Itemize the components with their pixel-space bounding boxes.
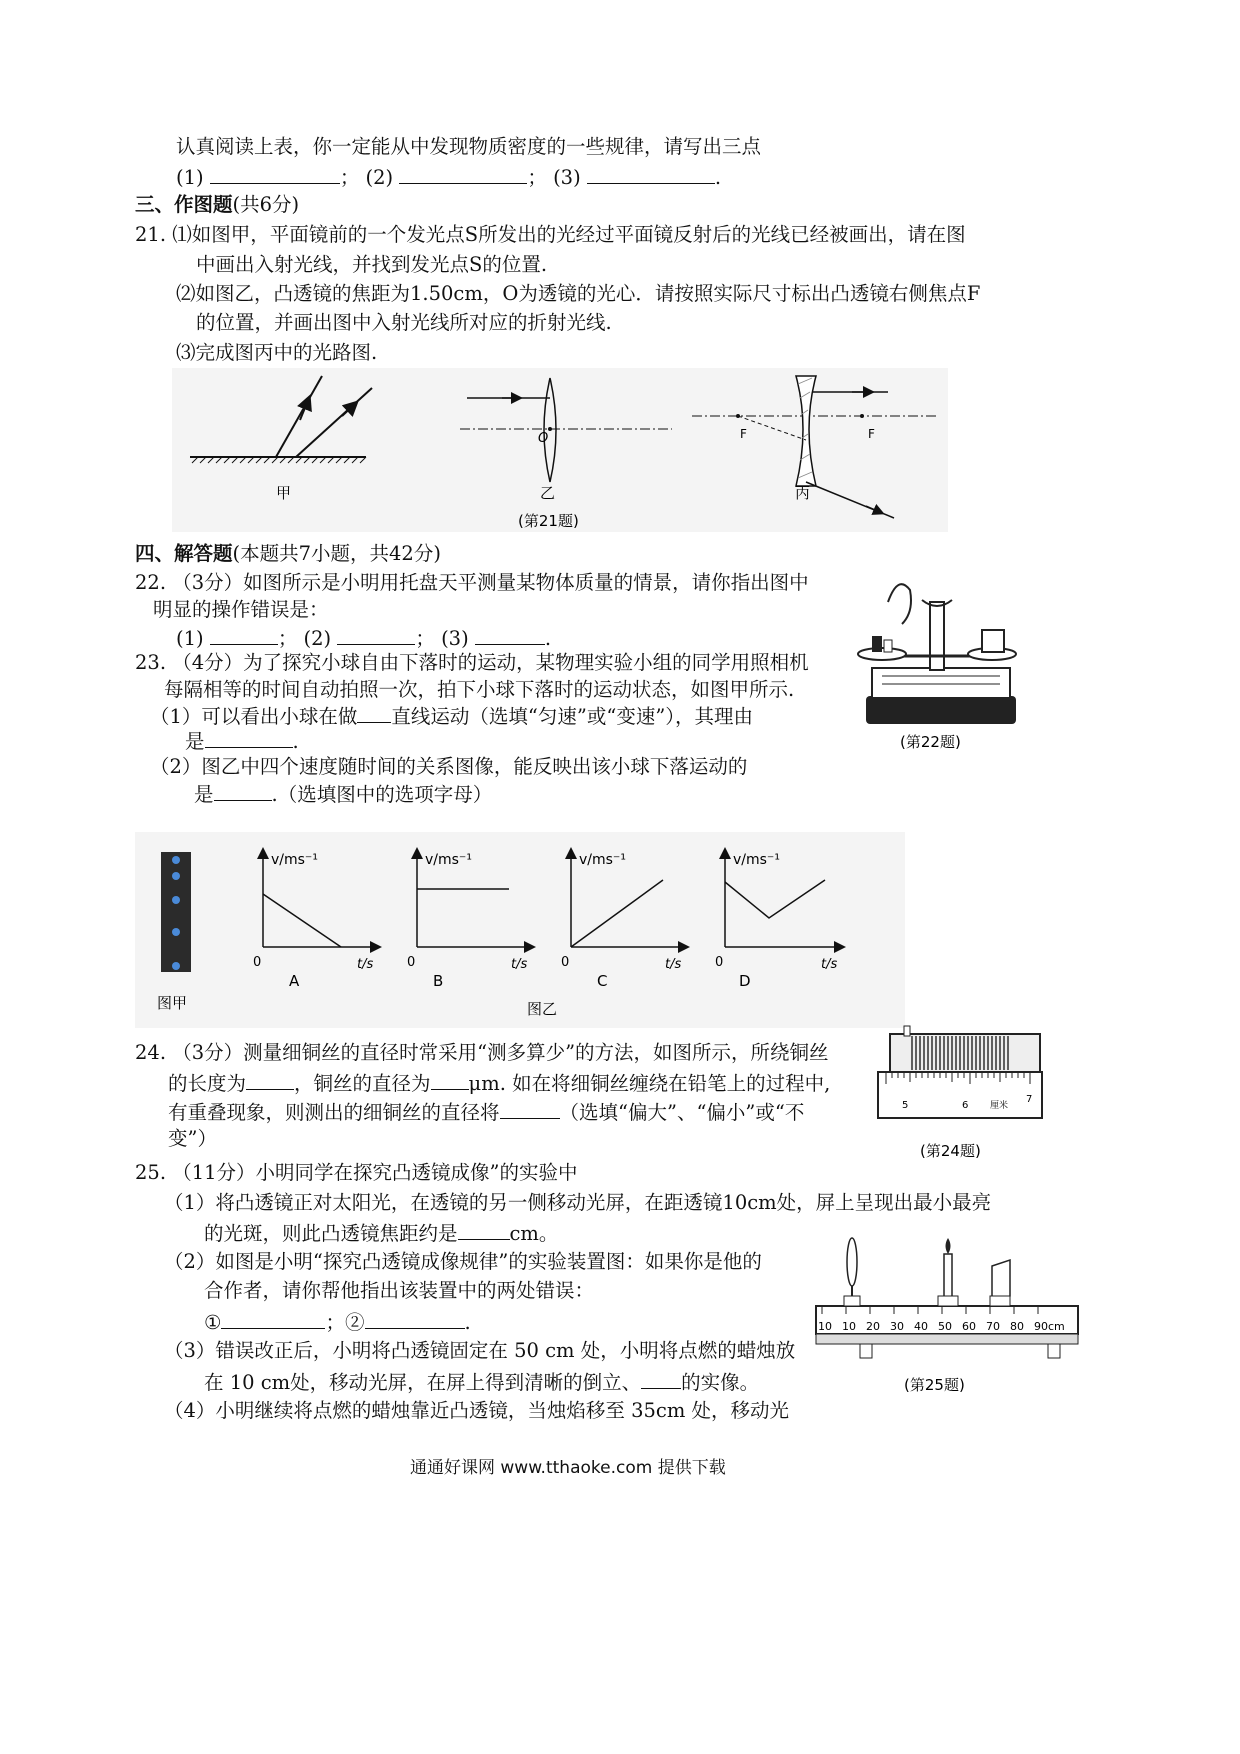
- fig-yi-label: 乙: [540, 484, 556, 502]
- q23-part2-label: 是: [194, 783, 214, 806]
- graph-B-x-label: t/s: [511, 957, 528, 972]
- q25-error-2-label: ；②: [325, 1311, 365, 1334]
- q24-line2: [168, 1069, 830, 1097]
- optical-bench-side: [816, 1334, 1078, 1344]
- q24-blank-effect[interactable]: [500, 1098, 560, 1119]
- q23-figure: [135, 832, 905, 1028]
- intro-blank-1[interactable]: [210, 163, 340, 184]
- q25-figure-svg: [812, 1234, 1082, 1400]
- q25-image-tail: 的实像。: [681, 1371, 760, 1394]
- q23-line6: [194, 780, 492, 808]
- graph-B-option: B: [433, 972, 444, 990]
- q23-part2-text: .（选填图中的选项字母）: [271, 783, 493, 806]
- q24-figure-svg: [876, 1022, 1046, 1162]
- q24-blank-diameter[interactable]: [431, 1069, 469, 1090]
- bench-leg-right: [1048, 1344, 1060, 1358]
- q24-figure: [876, 1022, 1046, 1162]
- bench-candle: [944, 1254, 952, 1298]
- label-F-right: F: [868, 427, 875, 441]
- bench-label-3: 30: [890, 1320, 904, 1333]
- balance-base: [866, 696, 1016, 724]
- q23-blank-3[interactable]: [214, 780, 272, 801]
- bench-lens: [847, 1238, 857, 1286]
- coil-start: [904, 1026, 910, 1036]
- balance-svg: [848, 572, 1036, 752]
- bench-label-7: 70: [986, 1320, 1000, 1333]
- bench-label-5: 50: [938, 1320, 952, 1333]
- q21-part2-line2: 的位置，并画出图中入射光线所对应的折射光线.: [196, 311, 612, 334]
- q25-blank-error-2[interactable]: [365, 1308, 465, 1329]
- graph-C-y-label: v/ms⁻¹: [579, 852, 626, 868]
- fig-jia-label: 甲: [276, 484, 292, 502]
- graph-D-option: D: [739, 972, 751, 990]
- q25-focal-text: 的光斑，则此凸透镜焦距约是: [204, 1222, 458, 1245]
- hand-with-tweezers: [888, 584, 911, 624]
- graph-A-y-label: v/ms⁻¹: [271, 852, 318, 868]
- q24-line3: [168, 1098, 804, 1126]
- q23-figure-svg: [135, 832, 905, 1028]
- q21-part1-line2: 中画出入射光线，并找到发光点S的位置.: [196, 253, 548, 276]
- q25-line2: （1）将凸透镜正对太阳光，在透镜的另一侧移动光屏，在距透镜10cm处，屏上呈现出最小最亮: [164, 1191, 992, 1214]
- q25-line3: [204, 1219, 558, 1247]
- q25-line9: （4）小明继续将点燃的蜡烛靠近凸透镜，当烛焰移至 35cm 处，移动光: [164, 1399, 790, 1422]
- q23-part1-text: （1）可以看出小球在做: [150, 705, 358, 728]
- q22-line2: 明显的操作错误是：: [153, 598, 329, 621]
- section-4-score: (本题共7小题，共42分): [232, 542, 441, 565]
- ball-2: [172, 872, 180, 880]
- candle-flame: [946, 1238, 951, 1254]
- q22-blank-1-label: (1): [176, 627, 204, 650]
- ruler-label-5: 5: [902, 1100, 909, 1111]
- section-4-title: 四、解答题: [135, 542, 233, 565]
- section-4-heading: [135, 541, 441, 567]
- q24-caption: (第24题): [920, 1142, 981, 1160]
- graph-B-origin: 0: [407, 955, 416, 970]
- graph-C-x-label: t/s: [665, 957, 682, 972]
- bench-label-2: 20: [866, 1320, 880, 1333]
- section-3-score: (共6分): [232, 193, 300, 216]
- label-F-left: F: [740, 427, 747, 441]
- bench-candle-holder: [938, 1296, 958, 1306]
- q22-caption: (第22题): [900, 733, 961, 751]
- bench-label-6: 60: [962, 1320, 976, 1333]
- ruler-label-7: 7: [1026, 1094, 1033, 1105]
- q25-image-text: 在 10 cm处，移动光屏，在屏上得到清晰的倒立、: [204, 1371, 642, 1394]
- section-3-title: 三、作图题: [135, 193, 233, 216]
- q21-figure-svg: [172, 368, 948, 532]
- q22-figure: [848, 572, 1036, 752]
- q23-reason-label: 是: [185, 730, 205, 753]
- ruler-label-unit: 厘米: [990, 1101, 1009, 1111]
- q21-part3: ⑶完成图丙中的光路图.: [176, 341, 378, 364]
- q21-figure: [172, 368, 948, 532]
- q21-caption: (第21题): [518, 512, 579, 530]
- bench-screen-holder: [990, 1296, 1010, 1306]
- ball-3: [172, 896, 180, 904]
- q24-line2-tail: μm. 如在将细铜丝缠绕在铅笔上的过程中,: [468, 1072, 831, 1095]
- graph-A-option: A: [289, 972, 300, 990]
- graph-D-origin: 0: [715, 955, 724, 970]
- balance-pillar: [930, 602, 944, 670]
- q25-line1: 25. （11分）小明同学在探究凸透镜成像”的实验中: [135, 1161, 578, 1184]
- q25-figure: [812, 1234, 1082, 1400]
- ball-1: [172, 856, 180, 864]
- q23-line5: （2）图乙中四个速度随时间的关系图像，能反映出该小球下落运动的: [150, 755, 748, 778]
- fig-bing-label: 丙: [795, 484, 811, 502]
- bench-lens-holder: [844, 1296, 860, 1306]
- graph-D-y-label: v/ms⁻¹: [733, 852, 780, 868]
- ruler-label-6: 6: [962, 1100, 969, 1111]
- bench-label-8: 80: [1010, 1320, 1024, 1333]
- intro-line: 认真阅读上表，你一定能从中发现物质密度的一些规律，请写出三点: [176, 135, 762, 158]
- weight-1: [872, 636, 882, 652]
- q22-blank-2[interactable]: [337, 624, 415, 645]
- q25-caption: (第25题): [904, 1376, 965, 1394]
- graph-A-origin: 0: [253, 955, 262, 970]
- focus-right: [860, 414, 864, 418]
- q23-figure-background: [135, 832, 905, 1028]
- q22-blanks: (1) ； (2) ； (3) .: [176, 624, 551, 652]
- intro-blank-2[interactable]: [399, 163, 527, 184]
- focus-left: [736, 414, 740, 418]
- q24-options-text: （选填“偏大”、“偏小”或“不: [559, 1101, 805, 1124]
- q24-line4: 变”）: [168, 1127, 217, 1150]
- intro-blanks: (1) ； (2) ； (3) .: [176, 163, 721, 191]
- q24-blank-length[interactable]: [246, 1069, 294, 1090]
- intro-blank-2-label: (2): [365, 166, 394, 189]
- q24-line1: 24. （3分）测量细铜丝的直径时常采用“测多算少”的方法，如图所示，所绕铜丝: [135, 1041, 829, 1064]
- intro-blank-3-label: (3): [553, 166, 581, 189]
- q25-blank-error-1[interactable]: [221, 1308, 325, 1329]
- q25-line6: ① ；② .: [204, 1308, 471, 1336]
- ball-4: [172, 928, 180, 936]
- q22-blank-1[interactable]: [210, 624, 278, 645]
- q23-blank-1[interactable]: [357, 702, 391, 723]
- ruler: [878, 1072, 1042, 1118]
- q22-blank-2-label: (2): [303, 627, 332, 650]
- object-on-pan: [982, 630, 1004, 652]
- fig-jia-label-23: 图甲: [157, 994, 188, 1012]
- q25-blank-image[interactable]: [641, 1368, 681, 1389]
- ball-5: [172, 962, 180, 970]
- label-O: O: [538, 431, 549, 446]
- bench-leg-left: [860, 1344, 872, 1358]
- q25-blank-focal[interactable]: [458, 1219, 510, 1240]
- balance-beam-box: [872, 668, 1010, 698]
- fig-yi-label-23: 图乙: [527, 1000, 558, 1018]
- strobe-photo: [161, 852, 191, 972]
- q21-part2-line1: ⑵如图乙，凸透镜的焦距为1.50cm，O为透镜的光心．请按照实际尺寸标出凸透镜右侧焦点F: [176, 282, 981, 305]
- q25-error-1-label: ①: [204, 1311, 222, 1334]
- q23-line4: 是 .: [185, 727, 299, 755]
- intro-blank-1-label: (1): [176, 166, 204, 189]
- q22-blank-3-label: (3): [441, 627, 469, 650]
- bench-label-1: 10: [842, 1320, 856, 1333]
- q24-length-label: 的长度为: [168, 1072, 247, 1095]
- q24-diameter-label: ，铜丝的直径为: [294, 1072, 431, 1095]
- q21-part1-line1: 21. ⑴如图甲，平面镜前的一个发光点S所发出的光经过平面镜反射后的光线已经被画出，请在图: [135, 223, 966, 246]
- q23-part1-text-b: 直线运动（选填“匀速”或“变速”），其理由: [391, 705, 754, 728]
- bench-label-9: 90cm: [1034, 1320, 1065, 1333]
- q23-line3: [150, 702, 753, 730]
- bench-label-4: 40: [914, 1320, 928, 1333]
- bench-label-0: 10: [818, 1320, 832, 1333]
- q23-blank-2[interactable]: [205, 727, 293, 748]
- graph-D-x-label: t/s: [821, 957, 838, 972]
- q25-line7: （3）错误改正后，小明将凸透镜固定在 50 cm 处，小明将点燃的蜡烛放: [164, 1339, 796, 1362]
- q25-line5: 合作者，请你帮他指出该装置中的两处错误：: [204, 1279, 595, 1302]
- optical-center: [548, 427, 552, 431]
- weight-2: [884, 640, 892, 652]
- graph-C-origin: 0: [561, 955, 570, 970]
- graph-B-y-label: v/ms⁻¹: [425, 852, 472, 868]
- q25-focal-unit: cm。: [509, 1222, 559, 1245]
- graph-A-x-label: t/s: [357, 957, 374, 972]
- q25-line4: （2）如图是小明“探究凸透镜成像规律”的实验装置图：如果你是他的: [164, 1250, 762, 1273]
- q25-line8: [204, 1368, 759, 1396]
- q22-line1: 22. （3分）如图所示是小明用托盘天平测量某物体质量的情景，请你指出图中: [135, 571, 809, 594]
- intro-blank-3[interactable]: [587, 163, 715, 184]
- graph-C-option: C: [597, 972, 608, 990]
- section-3-heading: [135, 192, 299, 218]
- q23-line2: 每隔相等的时间自动拍照一次，拍下小球下落时的运动状态，如图甲所示.: [164, 678, 795, 701]
- page-footer: 通通好课网 www.tthaoke.com 提供下载: [410, 1458, 726, 1478]
- q22-blank-3[interactable]: [475, 624, 545, 645]
- q23-line1: 23. （4分）为了探究小球自由下落时的运动，某物理实验小组的同学用照相机: [135, 651, 809, 674]
- q24-overlap-text: 有重叠现象，则测出的细铜丝的直径将: [168, 1101, 500, 1124]
